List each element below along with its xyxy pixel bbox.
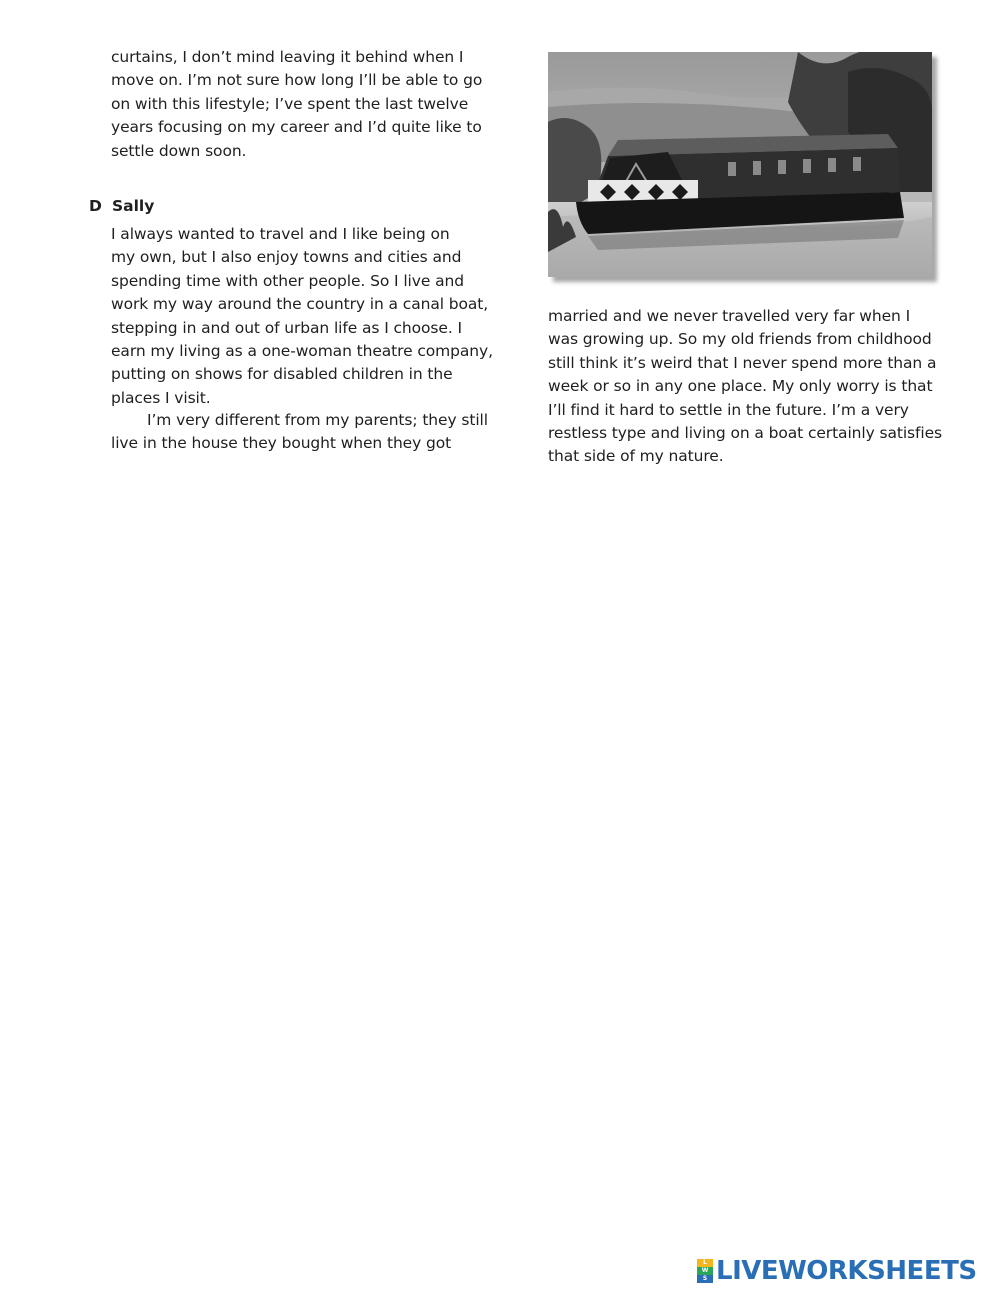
text-line: that side of my nature. [548,447,724,466]
text-line: week or so in any one place. My only worry is that [548,377,933,396]
text-line: I always wanted to travel and I like being on [111,225,450,243]
badge-letter: W [697,1267,713,1275]
left-column-paragraph-2 [111,409,488,456]
logo-text: LIVEWORKSHEETS [716,1256,977,1286]
right-column-text [548,305,942,469]
text-line: earn my living as a one-woman theatre company, [111,342,493,361]
text-line: spending time with other people. So I live and [111,271,464,290]
text-line: putting on shows for disabled children in the [111,365,453,384]
canal-boat-photo [548,52,932,277]
left-column-intro-text [111,46,482,163]
text-line: settle down soon. [111,141,247,160]
text-line: I’m very different from my parents; they still [147,411,488,429]
text-line: restless type and living on a boat certainly satisfies [548,424,942,443]
logo-badge-icon [697,1259,713,1283]
left-column-paragraph-1 [111,223,493,410]
text-line: my own, but I also enjoy towns and cities and [111,248,462,267]
text-line: was growing up. So my old friends from childhood [548,330,932,349]
liveworksheets-logo[interactable] [697,1255,977,1287]
paragraph [111,223,493,410]
text-line: places I visit. [111,388,211,407]
paragraph [111,409,488,456]
text-line: stepping in and out of urban life as I choose. I [111,318,462,337]
section-heading [89,195,154,218]
text-line: I’ll find it hard to settle in the future. I’m a very [548,400,909,419]
canal-boat-image [548,52,932,277]
text-line: on with this lifestyle; I’ve spent the last twelve [111,94,469,113]
text-line: years focusing on my career and I’d quite like to [111,118,482,137]
text-line: married and we never travelled very far when I [548,307,911,325]
text-line: still think it’s weird that I never spend more than a [548,353,937,372]
text-line: curtains, I don’t mind leaving it behind when I [111,48,464,66]
text-line: work my way around the country in a canal boat, [111,295,489,314]
badge-letter: L [697,1259,713,1267]
paragraph-c-ending [111,46,482,163]
text-line: move on. I’m not sure how long I’ll be able to go [111,71,483,90]
paragraph [548,305,942,469]
text-line: live in the house they bought when they got [111,434,452,453]
section-letter: D [89,197,102,215]
badge-letter: S [697,1275,713,1283]
section-name: Sally [112,197,155,215]
